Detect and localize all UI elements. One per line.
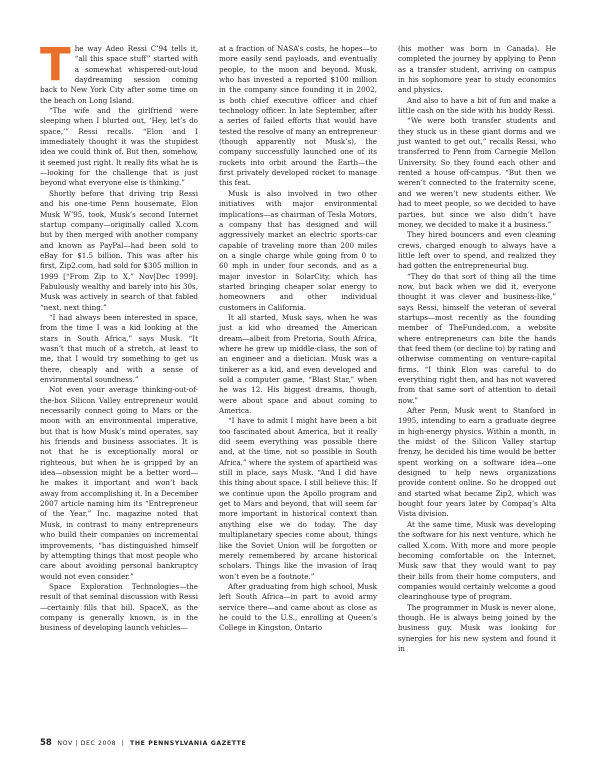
drop-cap: T — [40, 38, 71, 91]
paragraph: at a fraction of NASA’s costs, he hopes—to more easily send payloads, and eventually people, to the moon and beyond. Musk, who has invested a reported $100 million in the company since founding it in 2002, is both chief executive officer and chief technology officer. In late September, after a series of failed efforts that would have tested the resolve of many an entrepreneur (though apparently not Musk’s), the company successfully launched one of its rockets into orbit around the Earth—the first privately developed rocket to manage this feat. — [219, 44, 377, 188]
paragraph: (his mother was born in Canada). He completed the journey by applying to Penn as a transfer student, arriving on campus in his sophomore year to study economics and physics. — [398, 44, 556, 95]
paragraph: At the same time, Musk was developing the software for his next venture, which he called X.com. With more and more people becoming comfortable on the Internet, Musk saw that they would want to pay their bills from their home computers, and companies would certainly welcome a good clearinghouse type of program. — [398, 519, 556, 602]
footer-divider: | — [121, 740, 125, 747]
paragraph: After graduating from high school, Musk left South Africa—in part to avoid army service there—and came about as close as he could to the U.S., enrolling at Queen’s College in Kingston, Ontario — [219, 581, 377, 633]
paragraph: The way Adeo Ressi C’94 tells it, “all this space stuff” started with a somewhat whispered-out-loud daydreaming session coming back to New York City after some time on the beach on Long Island. — [40, 38, 198, 105]
page-number: 58 — [40, 738, 52, 748]
article-column-2 — [219, 44, 377, 634]
paragraph: “I have to admit I might have been a bit too fascinated about America, but it really did seem everything was possible there and, at the time, not so possible in South Africa,” where the system of apartheid was still in place, says Musk. “And I did have this thing about space. I still believe this: If we continue upon the Apollo program and get to Mars and beyond, that will seem far more important in historical context than anything else we do today. The day multiplanetary species come about, things like the Soviet Union will be forgotten or merely remembered by arcane historical scholars. Things like the invasion of Iraq won’t even be a footnote.” — [219, 416, 377, 581]
paragraph: The programmer in Musk is never alone, though. He is always being joined by the business guy. Musk was looking for synergies for his new system and found it in — [398, 602, 556, 653]
publication-name: THE PENNSYLVANIA GAZETTE — [130, 740, 247, 747]
article-column-3 — [398, 44, 556, 654]
issue-date: NOV | DEC 2008 — [57, 740, 117, 747]
paragraph: Musk is also involved in two other initiatives with major environmental implications—as chairman of Tesla Motors, a company that has designed and will aggressively market an electric sports-car capable of traveling more than 200 miles on a single charge while going from 0 to 60 mph in under four seconds, and as a major investor in SolarCity, which has started bringing cheaper solar energy to homeowners and other individual customers in California. — [219, 188, 377, 312]
paragraph: “We were both transfer students and they stuck us in these giant dorms and we just wanted to get out,” recalls Ressi, who transferred to Penn from Carnegie Mellon University. So they found each other and rented a house off-campus. “But then we weren’t connected to the fraternity scene, and we weren’t new students either. We had to meet people, so we decided to have parties, but since we also didn’t have money, we decided to make it a business.” — [398, 116, 556, 229]
paragraph: “They do that sort of thing all the time now, but back when we did it, everyone thought it was clever and business-like,” says Ressi, himself the veteran of several startups—most recently as the founding member of TheFunded.com, a website where entrepreneurs can bite the hands that feed them (or decline to) by rating and otherwise commenting on venture-capital firms. “I think Elon was careful to do everything right then, and has not wavered from that same sort of attention to detail now.” — [398, 271, 556, 405]
paragraph: Space Exploration Technologies—the result of that seminal discussion with Ressi—certainly fills that bill. SpaceX, as the company is generally known, is in the business of developing launch vehicles— — [40, 581, 198, 633]
paragraph: “I had always been interested in space, from the time I was a kid looking at the stars in South Africa,” says Musk. “It wasn’t that much of a stretch, at least to me, that I would try something to get us there, cheaply and with a sense of environmental soundness.” — [40, 312, 198, 384]
page-footer — [40, 738, 246, 748]
paragraph: Not even your average thinking-out-of-the-box Silicon Valley entrepreneur would necessarily connect going to Mars or the moon with an environmental imperative, but that is how Musk’s mind operates, say his friends and business associates. It is not that he is exceptionally moral or righteous, but when he is gripped by an idea—obsession might be a better word—he makes it important and won’t back away from accomplishing it. In a December 2007 article naming him its “Entrepreneur of the Year,” Inc. magazine noted that Musk, in contrast to many entrepreneurs who build their companies on incremental improvements, “has distinguished himself by attempting things that most people who care about avoiding personal bankruptcy would not even consider.” — [40, 385, 198, 581]
paragraph: And also to have a bit of fun and make a little cash on the side with his buddy Ressi. — [398, 95, 556, 116]
paragraph: It all started, Musk says, when he was just a kid who dreamed the American dream—albeit from Pretoria, South Africa, where he grew up middle-class, the son of an engineer and a dietician. Musk was a tinkerer as a kid, and even developed and sold a computer game, “Blast Star,” when he was 12. His biggest dreams, though, were about space and about coming to America. — [219, 312, 377, 416]
article-column-1 — [40, 38, 198, 634]
paragraph: After Penn, Musk went to Stanford in 1995, intending to earn a graduate degree in high-energy physics. Within a month, in the midst of the Silicon Valley startup frenzy, he decided his time would be better spent working on a software idea—one designed to help news organizations provide content online. So he dropped out and started what became Zip2, which was bought four years later by Compaq’s Alta Vista division. — [398, 406, 556, 519]
paragraph: “The wife and the girlfriend were sleeping when I blurted out, ‘Hey, let’s do space,’” Ressi recalls. “Elon and I immediately thought it was the stupidest idea we could think of. But then, somehow, it seemed just right. It really fits what he is—looking for the challenge that is just beyond what everyone else is thinking.” — [40, 106, 198, 188]
paragraph: Shortly before that driving trip Ressi and his one-time Penn housemate, Elon Musk W’95, took, Musk’s second Internet startup company—originally called X.com but by then merged with another company and known as PayPal—had been sold to eBay for $1.5 billion. This was after his first, Zip2.com, had sold for $305 million in 1999 [“From Zip to X,” Nov|Dec 1999]. Fabulously wealthy and barely into his 30s, Musk was actively in search of that fabled “next, next thing.” — [40, 188, 198, 312]
paragraph: They hired bouncers and even cleaning crews, charged enough to always have a little left over to spend, and realized they had gotten the entrepreneurial bug. — [398, 230, 556, 271]
